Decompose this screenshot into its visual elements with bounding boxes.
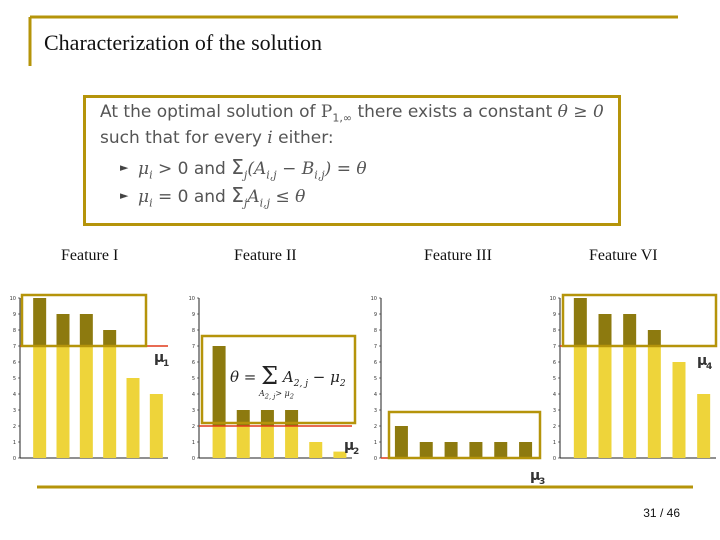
bar	[697, 394, 710, 458]
mu-index: 2	[353, 447, 360, 457]
term-b-index: i,j	[314, 168, 325, 182]
y-tick-label: 0	[552, 456, 556, 462]
y-tick-label: 8	[191, 328, 195, 334]
term-a-index: 2, j	[293, 379, 308, 389]
y-tick-label: 1	[373, 440, 377, 446]
theta-equals: θ =	[230, 368, 257, 386]
term-a-index: i,j	[266, 168, 277, 182]
bar	[127, 378, 140, 458]
theorem-text: At the optimal solution of	[100, 102, 316, 122]
bar-bottom	[285, 426, 298, 458]
page-current: 31	[643, 506, 657, 520]
problem-subscript: 1,∞	[332, 111, 353, 125]
y-tick-label: 8	[12, 328, 16, 334]
bar-bottom	[574, 346, 587, 458]
slide-title: Characterization of the solution	[44, 30, 322, 55]
y-tick-label: 4	[12, 392, 16, 398]
y-tick-label: 0	[373, 456, 377, 462]
cond-a: A	[259, 389, 265, 398]
sum-symbol: Σ	[231, 183, 244, 207]
bar-top	[33, 298, 46, 346]
bar-top	[420, 442, 433, 458]
sum-index: j	[243, 168, 248, 182]
bar-top	[80, 314, 93, 346]
sum-condition	[259, 389, 294, 401]
y-tick-label: 0	[12, 456, 16, 462]
bar-top	[648, 330, 661, 346]
bar-top	[494, 442, 507, 458]
theta-formula	[230, 360, 346, 389]
bullet-icon: ►	[120, 161, 129, 174]
y-tick-label: 3	[373, 408, 377, 414]
bullet-icon: ►	[120, 189, 129, 202]
bar-top	[395, 426, 408, 458]
page-total: 46	[666, 506, 680, 520]
y-tick-label: 6	[552, 360, 556, 366]
problem-symbol: P	[320, 102, 333, 122]
y-tick-label: 3	[552, 408, 556, 414]
term-a-index: i,j	[259, 196, 271, 210]
y-tick-label: 5	[373, 376, 377, 382]
minus-mu: − μ	[312, 368, 340, 386]
bar-top	[213, 346, 226, 426]
bar-top	[103, 330, 116, 346]
y-tick-label: 5	[552, 376, 556, 382]
y-tick-label: 4	[552, 392, 556, 398]
y-tick-label: 2	[373, 424, 377, 430]
condition-text: = 0 and	[158, 187, 226, 207]
sum-index: j	[243, 196, 248, 210]
term-a: A	[282, 368, 294, 386]
bar-bottom	[57, 346, 70, 458]
mu-symbol: μ	[138, 159, 150, 179]
y-tick-label: 6	[191, 360, 195, 366]
y-tick-label: 7	[373, 344, 377, 350]
y-tick-label: 9	[552, 312, 556, 318]
y-tick-label: 9	[191, 312, 195, 318]
y-tick-label: 0	[191, 456, 195, 462]
theorem-text: either:	[278, 128, 334, 148]
feature-label-3: Feature III	[424, 247, 492, 264]
bar-bottom	[261, 426, 274, 458]
y-tick-label: 10	[188, 296, 195, 302]
term-a: A	[247, 187, 260, 207]
bar-bottom	[237, 426, 250, 458]
term-b: − B	[282, 159, 315, 179]
mu-index: 1	[163, 359, 170, 369]
y-tick-label: 2	[552, 424, 556, 430]
bar-bottom	[599, 346, 612, 458]
mu-index: 3	[539, 477, 546, 487]
y-tick-label: 4	[191, 392, 195, 398]
leq-theta: ≤ θ	[275, 187, 306, 207]
y-tick-label: 2	[191, 424, 195, 430]
bar	[309, 442, 322, 458]
mu-label: μ	[154, 350, 165, 366]
bar	[673, 362, 686, 458]
mu-label: μ	[344, 438, 355, 454]
index-variable: i	[267, 128, 273, 148]
bar-bottom	[103, 346, 116, 458]
theta-condition: θ ≥ 0	[557, 102, 604, 122]
y-tick-label: 10	[9, 296, 16, 302]
y-tick-label: 7	[552, 344, 556, 350]
y-tick-label: 8	[373, 328, 377, 334]
feature-label-2: Feature II	[234, 247, 297, 264]
bar-bottom	[80, 346, 93, 458]
mu-label: μ	[530, 468, 541, 484]
page-number	[643, 506, 680, 520]
y-tick-label: 9	[12, 312, 16, 318]
bar-top	[57, 314, 70, 346]
cond-mu-index: 2	[289, 392, 295, 401]
condition-text: > 0 and	[158, 159, 226, 179]
bar-bottom	[213, 426, 226, 458]
y-tick-label: 4	[373, 392, 377, 398]
bar-bottom	[33, 346, 46, 458]
sum-symbol: Σ	[231, 155, 244, 179]
y-tick-label: 10	[370, 296, 377, 302]
bar-bottom	[623, 346, 636, 458]
y-tick-label: 5	[191, 376, 195, 382]
bar-bottom	[648, 346, 661, 458]
feature-label-4: Feature VI	[589, 247, 658, 264]
y-tick-label: 8	[552, 328, 556, 334]
bar-top	[519, 442, 532, 458]
y-tick-label: 3	[12, 408, 16, 414]
y-tick-label: 5	[12, 376, 16, 382]
y-tick-label: 1	[552, 440, 556, 446]
mu-index: i	[149, 168, 153, 182]
theorem-text: there exists a constant	[357, 102, 553, 122]
y-tick-label: 9	[373, 312, 377, 318]
sum-symbol: Σ	[261, 362, 279, 390]
y-tick-label: 7	[191, 344, 195, 350]
feature-label-1: Feature I	[61, 247, 119, 264]
equals-theta: ) = θ	[324, 159, 367, 179]
theorem-text: such that for every	[100, 128, 262, 148]
term-a: (A	[247, 159, 267, 179]
mu-symbol: μ	[138, 187, 150, 207]
y-tick-label: 1	[191, 440, 195, 446]
highlight-box	[389, 412, 540, 458]
mu-label: μ	[697, 353, 708, 369]
bar-top	[574, 298, 587, 346]
mu-index: i	[149, 196, 153, 210]
y-tick-label: 6	[373, 360, 377, 366]
y-tick-label: 6	[12, 360, 16, 366]
y-tick-label: 3	[191, 408, 195, 414]
bar-top	[445, 442, 458, 458]
y-tick-label: 10	[549, 296, 556, 302]
cond-a-index: 2, j	[264, 392, 276, 401]
mu-index: 4	[706, 362, 713, 372]
mu-index: 2	[339, 379, 346, 389]
page-separator: /	[659, 506, 664, 520]
y-tick-label: 1	[12, 440, 16, 446]
bar-top	[599, 314, 612, 346]
bar-top	[469, 442, 482, 458]
cond-mu: > μ	[275, 389, 290, 398]
y-tick-label: 2	[12, 424, 16, 430]
y-tick-label: 7	[12, 344, 16, 350]
bar	[150, 394, 163, 458]
bar-top	[623, 314, 636, 346]
